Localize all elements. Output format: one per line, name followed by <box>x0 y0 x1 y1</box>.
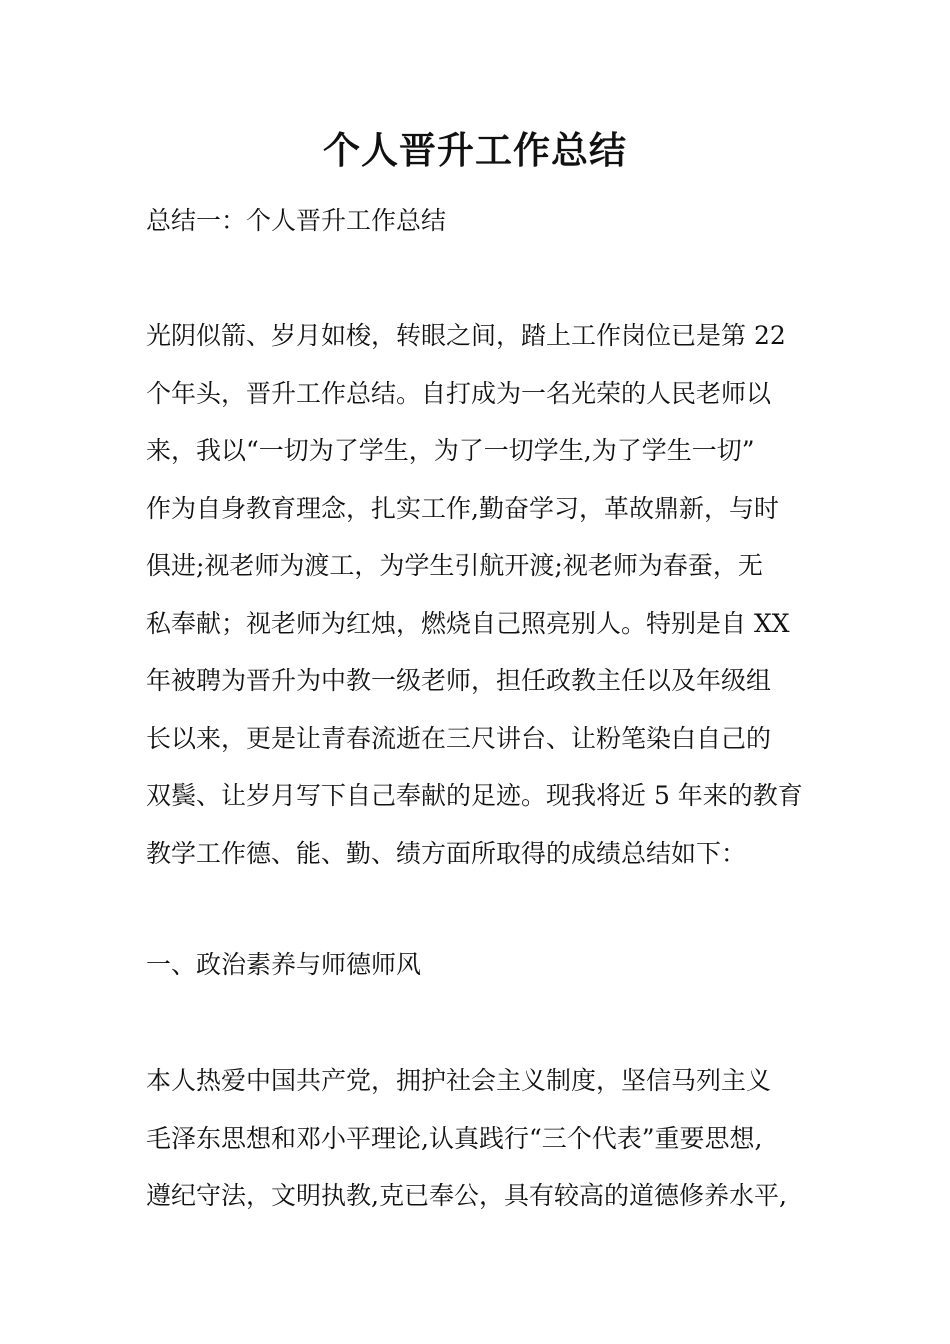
text-line: 本人热爱中国共产党，拥护社会主义制度，坚信马列主义 <box>146 1066 772 1095</box>
text-line: 俱进;视老师为渡工，为学生引航开渡;视老师为春蚕，无 <box>146 551 763 580</box>
text-line: 教学工作德、能、勤、绩方面所取得的成绩总结如下： <box>146 838 747 868</box>
text-line: 长以来，更是让青春流逝在三尺讲台、让粉笔染白自己的 <box>146 723 772 753</box>
text-line: 个年头，晋升工作总结。自打成为一名光荣的人民老师以 <box>146 378 772 408</box>
document-subtitle: 总结一：个人晋升工作总结 <box>146 206 447 235</box>
paragraph-intro <box>146 316 826 891</box>
text-line: 私奉献；视老师为红烛，燃烧自己照亮别人。特别是自 XX <box>146 608 790 638</box>
text-line: 来，我以“一切为了学生，为了一切学生,为了学生一切” <box>146 436 755 465</box>
text-line: 年被聘为晋升为中教一级老师，担任政教主任以及年级组 <box>146 666 772 695</box>
paragraph-politics <box>146 1061 826 1234</box>
text-line: 作为自身教育理念，扎实工作,勤奋学习，革故鼎新，与时 <box>146 493 779 523</box>
text-line: 毛泽东思想和邓小平理论,认真践行“三个代表”重要思想, <box>146 1123 763 1153</box>
text-line: 遵纪守法，文明执教,克已奉公，具有较高的道德修养水平, <box>146 1181 787 1210</box>
document-title: 个人晋升工作总结 <box>323 129 627 172</box>
text-line: 光阴似箭、岁月如梭，转眼之间，踏上工作岗位已是第 22 <box>146 321 786 350</box>
section-heading-politics: 一、政治素养与师德师风 <box>146 950 422 979</box>
text-line: 双鬓、让岁月写下自己奉献的足迹。现我将近 5 年来的教育 <box>146 781 803 810</box>
